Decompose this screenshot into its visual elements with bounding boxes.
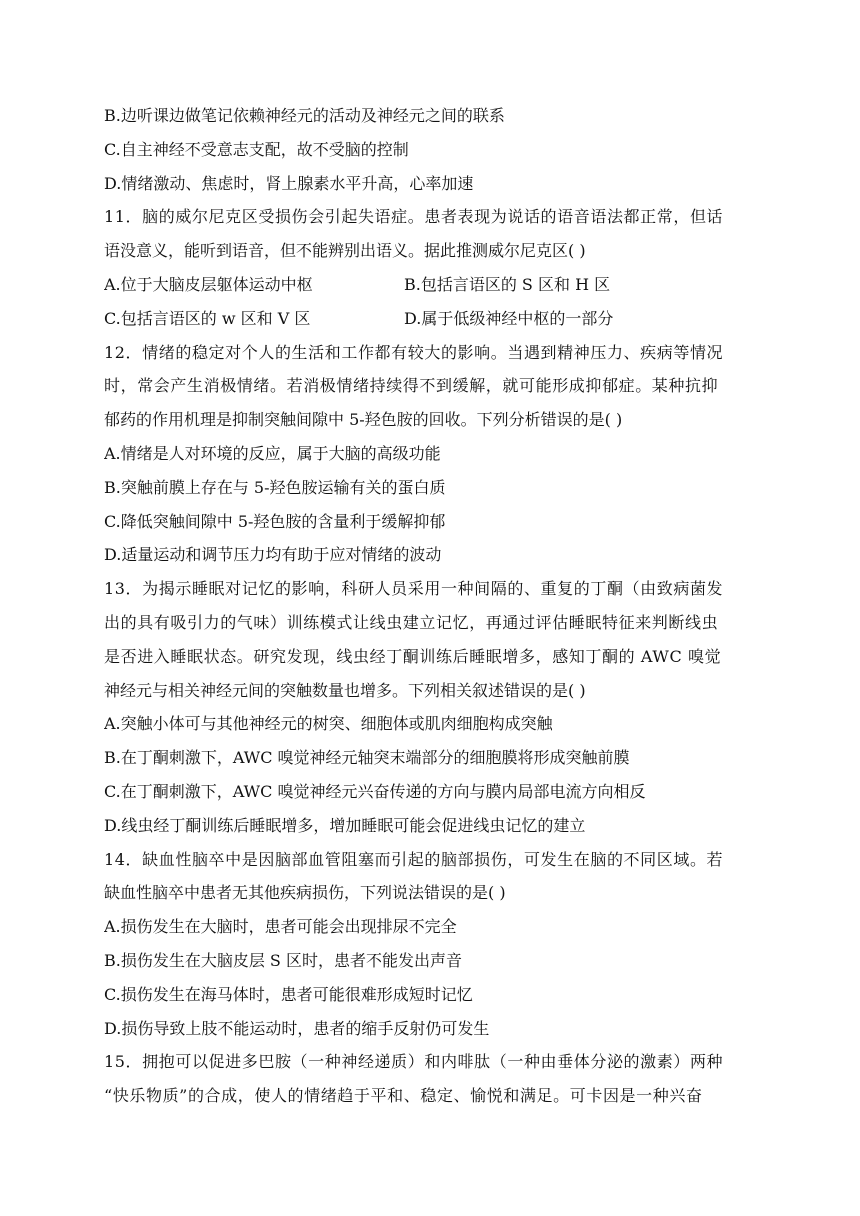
q12-option-a: A.情绪是人对环境的反应，属于大脑的高级功能 xyxy=(104,443,441,463)
q11-option-b: B.包括言语区的 S 区和 H 区 xyxy=(404,274,611,294)
q14-option-b: B.损伤发生在大脑皮层 S 区时，患者不能发出声音 xyxy=(104,950,462,970)
q11-options-row-2 xyxy=(104,302,820,336)
q13-option-b: B.在丁酮刺激下，AWC 嗅觉神经元轴突末端部分的细胞膜将形成突触前膜 xyxy=(104,748,630,768)
q11-stem-line-1: 11．脑的威尔尼克区受损伤会引起失语症。患者表现为说话的语音语法都正常，但话 xyxy=(104,207,724,227)
q10-option-b: B.边听课边做笔记依赖神经元的活动及神经元之间的联系 xyxy=(104,106,505,125)
q13-option-c: C.在丁酮刺激下，AWC 嗅觉神经元兴奋传递的方向与膜内局部电流方向相反 xyxy=(104,781,646,801)
q13-stem-line-3: 是否进入睡眠状态。研究发现，线虫经丁酮训练后睡眠增多，感知丁酮的 AWC 嗅觉 xyxy=(104,646,722,666)
q11-option-a: A.位于大脑皮层躯体运动中枢 xyxy=(104,274,313,294)
q14-stem-line-1: 14．缺血性脑卒中是因脑部血管阻塞而引起的脑部损伤，可发生在脑的不同区域。若 xyxy=(104,849,724,869)
q13-option-a: A.突触小体可与其他神经元的树突、细胞体或肌肉细胞构成突触 xyxy=(104,714,553,734)
q13-stem-line-2: 出的具有吸引力的气味）训练模式让线虫建立记忆，再通过评估睡眠特征来判断线虫 xyxy=(104,612,719,632)
q12-stem-line-3: 郁药的作用机理是抑制突触间隙中 5-羟色胺的回收。下列分析错误的是( ) xyxy=(104,410,623,430)
q15-stem-line-2: “快乐物质”的合成，使人的情绪趋于平和、稳定、愉悦和满足。可卡因是一种兴奋 xyxy=(104,1086,703,1106)
q10-option-d: D.情绪激动、焦虑时，肾上腺素水平升高，心率加速 xyxy=(104,173,474,193)
q11-options-row-1 xyxy=(104,268,820,302)
q13-stem-line-4: 神经元与相关神经元间的突触数量也增多。下列相关叙述错误的是( ) xyxy=(104,680,586,700)
q15-stem-line-1: 15．拥抱可以促进多巴胺（一种神经递质）和内啡肽（一种由垂体分泌的激素）两种 xyxy=(104,1052,724,1072)
q12-stem-line-2: 时，常会产生消极情绪。若消极情绪持续得不到缓解，就可能形成抑郁症。某种抗抑 xyxy=(104,376,719,396)
q11-option-d: D.属于低级神经中枢的一部分 xyxy=(404,308,614,328)
q12-option-c: C.降低突触间隙中 5-羟色胺的含量利于缓解抑郁 xyxy=(104,511,446,531)
q13-stem-line-1: 13．为揭示睡眠对记忆的影响，科研人员采用一种间隔的、重复的丁酮（由致病菌发 xyxy=(104,579,724,599)
q10-option-c: C.自主神经不受意志支配，故不受脑的控制 xyxy=(104,139,409,159)
q12-stem-line-1: 12．情绪的稳定对个人的生活和工作都有较大的影响。当遇到精神压力、疾病等情况 xyxy=(104,342,724,362)
q12-option-d: D.适量运动和调节压力均有助于应对情绪的波动 xyxy=(104,545,442,565)
q14-option-c: C.损伤发生在海马体时，患者可能很难形成短时记忆 xyxy=(104,984,473,1004)
q11-stem-line-2: 语没意义，能听到语音，但不能辨别出语义。据此推测威尔尼克区( ) xyxy=(104,241,586,261)
q11-option-c: C.包括言语区的 w 区和 V 区 xyxy=(104,308,311,328)
q14-stem-line-2: 缺血性脑卒中患者无其他疾病损伤，下列说法错误的是( ) xyxy=(104,883,506,903)
q14-option-a: A.损伤发生在大脑时，患者可能会出现排尿不完全 xyxy=(104,917,457,937)
q14-option-d: D.损伤导致上肢不能运动时，患者的缩手反射仍可发生 xyxy=(104,1018,490,1038)
q12-option-b: B.突触前膜上存在与 5-羟色胺运输有关的蛋白质 xyxy=(104,477,446,497)
q13-option-d: D.线虫经丁酮训练后睡眠增多，增加睡眠可能会促进线虫记忆的建立 xyxy=(104,815,586,835)
